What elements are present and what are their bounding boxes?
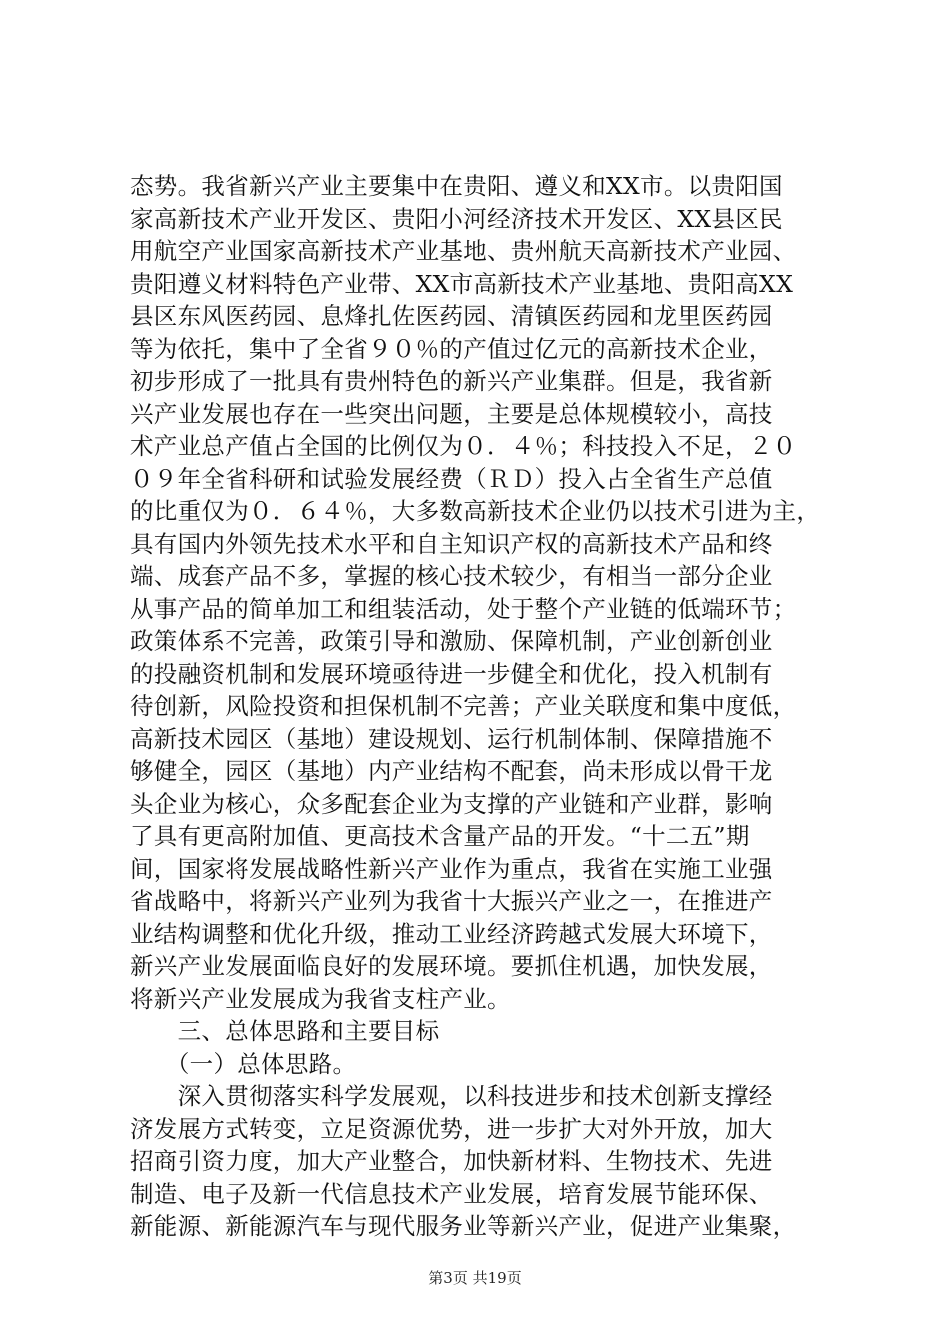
text-line: 新兴产业发展面临良好的发展环境。要抓住机遇，加快发展，	[130, 952, 773, 980]
text-line: 初步形成了一批具有贵州特色的新兴产业集群。但是，我省新	[130, 367, 773, 395]
text-line: 深入贯彻落实科学发展观，以科技进步和技术创新支撑经	[130, 1082, 773, 1110]
text-line: 端、成套产品不多，掌握的核心技术较少，有相当一部分企业	[130, 562, 773, 590]
text-line: 家高新技术产业开发区、贵阳小河经济技术开发区、XX县区民	[130, 204, 783, 233]
text-line: 高新技术园区（基地）建设规划、运行机制体制、保障措施不	[130, 724, 773, 753]
text-line: 招商引资力度，加大产业整合，加快新材料、生物技术、先进	[130, 1147, 773, 1175]
text-line: 县区东风医药园、息烽扎佐医药园、清镇医药园和龙里医药园	[130, 302, 773, 330]
page-footer: 第3页 共19页	[428, 1269, 522, 1287]
text-line: 够健全，园区（基地）内产业结构不配套，尚未形成以骨干龙	[130, 757, 773, 785]
text-line: 间，国家将发展战略性新兴产业作为重点，我省在实施工业强	[130, 854, 773, 883]
text-line: 制造、电子及新一代信息技术产业发展，培育发展节能环保、	[130, 1179, 773, 1208]
text-line: 了具有更高附加值、更高技术含量产品的开发。“十二五”期	[130, 822, 750, 850]
text-line: 兴产业发展也存在一些突出问题，主要是总体规模较小，高技	[130, 399, 773, 428]
text-line: 贵阳遵义材料特色产业带、XX市高新技术产业基地、贵阳高XX	[130, 269, 794, 298]
document-body	[130, 170, 850, 1243]
text-line: 将新兴产业发展成为我省支柱产业。	[130, 984, 511, 1013]
text-line: 业结构调整和优化升级，推动工业经济跨越式发展大环境下，	[130, 919, 773, 948]
text-line: 的投融资机制和发展环境亟待进一步健全和优化，投入机制有	[130, 659, 773, 688]
text-line: 省战略中，将新兴产业列为我省十大振兴产业之一，在推进产	[130, 887, 773, 915]
text-line: 从事产品的简单加工和组装活动，处于整个产业链的低端环节；	[130, 594, 797, 623]
text-line: 用航空产业国家高新技术产业基地、贵州航天高新技术产业园、	[130, 237, 797, 265]
text-line: 头企业为核心，众多配套企业为支撑的产业链和产业群，影响	[130, 789, 773, 818]
text-line: 术产业总产值占全国的比例仅为０．４％；科技投入不足，２０	[130, 432, 797, 460]
text-line: 态势。我省新兴产业主要集中在贵阳、遵义和XX市。以贵阳国	[130, 172, 783, 200]
text-line: 待创新，风险投资和担保机制不完善；产业关联度和集中度低，	[130, 692, 797, 720]
text-line: ０９年全省科研和试验发展经费（ＲＤ）投入占全省生产总值	[130, 464, 773, 493]
text-line: 具有国内外领先技术水平和自主知识产权的高新技术产品和终	[130, 529, 773, 558]
text-line: 新能源、新能源汽车与现代服务业等新兴产业，促进产业集聚，	[130, 1212, 797, 1240]
text-line: （一）总体思路。	[130, 1049, 357, 1078]
text-line: 三、总体思路和主要目标	[130, 1017, 440, 1045]
text-line: 的比重仅为０．６４％，大多数高新技术企业仍以技术引进为主，	[130, 497, 821, 525]
text-line: 济发展方式转变，立足资源优势，进一步扩大对外开放，加大	[130, 1114, 773, 1143]
text-line: 政策体系不完善，政策引导和激励、保障机制，产业创新创业	[130, 627, 773, 655]
text-line: 等为依托，集中了全省９０％的产值过亿元的高新技术企业，	[130, 334, 773, 363]
